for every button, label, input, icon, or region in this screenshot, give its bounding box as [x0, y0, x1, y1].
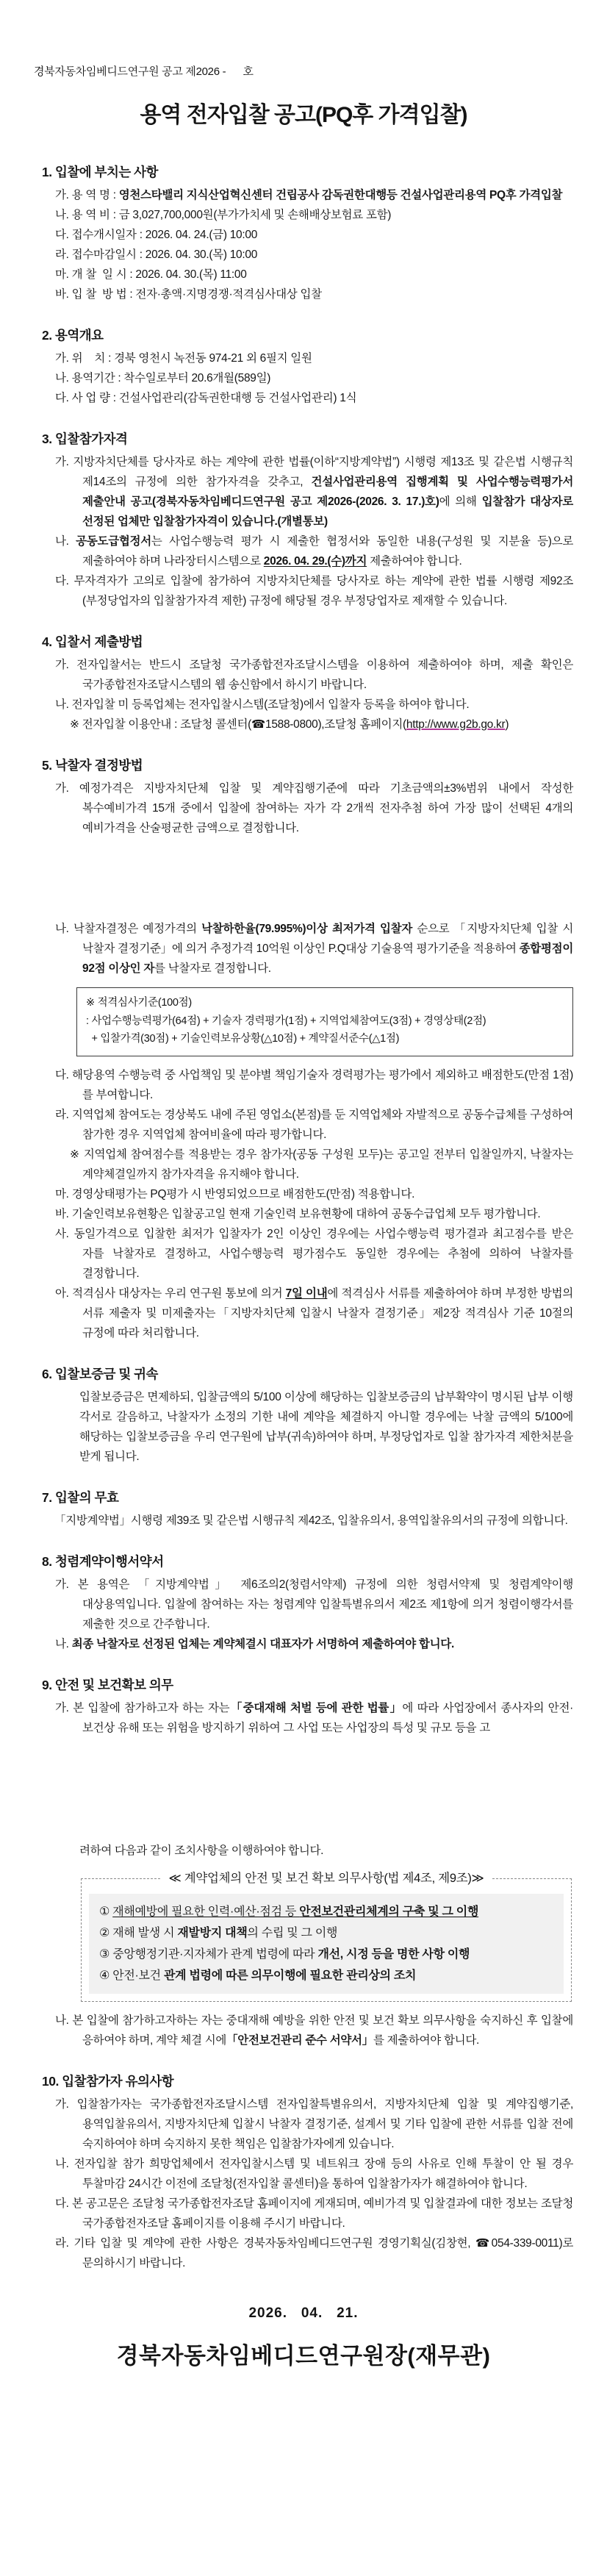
field-open-date: 다. 접수개시일자 : 2026. 04. 24.(금) 10:00	[55, 229, 258, 241]
award-item-da: 다. 해당용역 수행능력 중 사업책임 및 분야별 책임기술자 경력평가는 평가에서 제외하고 배점한도(만점 1점)를 부여합니다.	[55, 1068, 573, 1101]
qualification-item-da: 다. 무자격자가 고의로 입찰에 참가하여 지방자치단체를 당사자로 하는 계약에 관한 법률 시행령 제92조(부정당업자의 입찰참가자격 제한) 규정에 해당될 경우 부정당업자로 제재할 수 있습니다.	[55, 575, 573, 607]
safety-duty-list	[89, 1894, 564, 1994]
submission-note-g2b: ※ 전자입찰 이용안내 : 조달청 콜센터(☎1588-0800),조달청 홈페이지(http://www.g2b.go.kr)	[70, 718, 509, 731]
safety-item-ga-part1: 가. 본 입찰에 참가하고자 하는 자는「중대재해 처벌 등에 관한 법률」에 따라 사업장에서 종사자의 안전·보건상 유해 또는 위험을 방지하기 위하여 그 사업 또는 사업장의 특성 및 규모 등을 고	[55, 1701, 573, 1734]
notice-item-ga: 가. 입찰참가자는 국가종합전자조달시스템 전자입찰특별유의서, 지방자치단체 입찰 및 계약집행기준, 용역입찰유의서, 지방자치단체 입찰시 낙찰자 결정기준, 설계서 및 기타 입찰에 관한 서류를 입찰 전에 숙지하여야 하며 숙지하지 못한 책임은 입찰참가자에게 있습니다.	[55, 2097, 573, 2150]
notice-item-ra: 라. 기타 입찰 및 계약에 관한 사항은 경북자동차임베디드연구원 경영기획실(김창현, ☎054-339-0011)로 문의하시기 바랍니다.	[55, 2236, 573, 2269]
safety-item-ga-part2: 려하여 다음과 같이 조치사항을 이행하여야 합니다.	[79, 1844, 324, 1857]
field-bid-method: 바. 입 찰 방 법 : 전자·총액·지명경쟁·적격심사대상 입찰	[55, 288, 322, 301]
qualification-score-box	[76, 987, 573, 1056]
page-title: 용역 전자입찰 공고(PQ후 가격입찰)	[140, 103, 467, 127]
submission-item-ga: 가. 전자입찰서는 반드시 조달청 국가종합전자조달시스템을 이용하여 제출하여야 하며, 제출 확인은 국가종합전자조달시스템의 웹 송신함에서 하시기 바랍니다.	[55, 659, 573, 691]
section-2-heading: 2. 용역개요	[42, 328, 104, 343]
page-break-gap-1	[34, 838, 573, 919]
submission-item-na: 나. 전자입찰 미 등록업체는 전자입찰시스템(조달청)에서 입찰자 등록을 하여야 합니다.	[55, 698, 470, 711]
safety-duty-item-2: ② 재해 발생 시 재발방지 대책의 수립 및 그 이행	[99, 1926, 338, 1939]
notice-item-na: 나. 전자입찰 참가 희망업체에서 전자입찰시스템 및 네트워크 장애 등의 사유로 인해 투찰이 안 될 경우 투찰마감 24시간 이전에 조달청(전자입찰 콜센터)을 통하여 입찰참가자가 해결하여야 합니다.	[55, 2157, 573, 2190]
field-business-scope: 다. 사 업 량 : 건설사업관리(감독권한대행 등 건설사업관리) 1식	[55, 392, 357, 404]
safety-duty-item-4: ④ 안전·보건 관계 법령에 따른 의무이행에 필요한 관리상의 조치	[99, 1969, 417, 1982]
section-10-heading: 10. 입찰참가자 유의사항	[42, 2073, 174, 2089]
award-item-ba: 바. 기술인력보유현황은 입찰공고일 현재 기술인력 보유현황에 대하여 공동수급업체 모두 평가합니다.	[55, 1207, 541, 1220]
integrity-item-ga: 가. 본 용역은 「지방계약법」 제6조의2(청렴서약제) 규정에 의한 청렴서약제 및 청렴계약이행 대상용역입니다. 입찰에 참여하는 자는 청렴계약 입찰특별유의서 제2조 제1항에 의거 청렴이행각서를 제출한 것으로 간주합니다.	[55, 1578, 573, 1631]
field-service-name: 가. 용 역 명 : 영천스타밸리 지식산업혁신센터 건립공사 감독권한대행등 건설사업관리용역 PQ후 가격입찰	[55, 189, 563, 201]
page-break-gap-2	[34, 1738, 573, 1841]
score-box-line-3: + 입찰가격(30점) + 기술인력보유상황(△10점) + 계약질서준수(△1점)	[86, 1033, 400, 1045]
section-8-heading: 8. 청렴계약이행서약서	[42, 1553, 164, 1569]
bid-bond-body: 입찰보증금은 면제하되, 입찰금액의 5/100 이상에 해당하는 입찰보증금의 납부확약이 명시된 납부 이행 각서로 갈음하고, 낙찰자가 소정의 기한 내에 계약을 체결하지 아니할 경우에는 낙찰 금액의 5/100에 해당하는 입찰보증금을 우리 연구원에 납부(귀속)하여야 하며, 부정당업자로 입찰 참가자격 제한처분을 받게 됩니다.	[79, 1390, 573, 1463]
field-service-period: 나. 용역기간 : 착수일로부터 20.6개월(589일)	[55, 372, 271, 384]
g2b-url-link[interactable]: http://www.g2b.go.kr	[406, 718, 506, 731]
field-close-date: 라. 접수마감일시 : 2026. 04. 30.(목) 10:00	[55, 248, 258, 261]
integrity-item-na: 나. 최종 낙찰자로 선정된 업체는 계약체결시 대표자가 서명하여 제출하여야 합니다.	[55, 1637, 454, 1650]
section-5-heading: 5. 낙찰자 결정방법	[42, 758, 143, 773]
award-item-sa: 사. 동일가격으로 입찰한 최저가 입찰자가 2인 이상인 경우에는 사업수행능력 평가결과 최고점수를 받은 자를 낙찰자로 결정하고, 사업수행능력 평가점수도 동일한 경우에는 추첨에 의하여 낙찰자를 결정합니다.	[55, 1227, 573, 1280]
score-box-line-1: ※ 적격심사기준(100점)	[86, 997, 192, 1009]
section-9-heading: 9. 안전 및 보건확보 의무	[42, 1677, 173, 1692]
safety-duty-item-1: ① 재해예방에 필요한 인력·예산·점검 등 안전보건관리체계의 구축 및 그 이행	[99, 1905, 479, 1918]
field-opening-date: 마. 개 찰 일 시 : 2026. 04. 30.(목) 11:00	[55, 268, 247, 281]
announcement-date: 2026. 04. 21.	[248, 2305, 359, 2321]
award-item-ma: 마. 경영상태평가는 PQ평가 시 반영되었으므로 배점한도(만점) 적용합니다.	[55, 1187, 415, 1201]
award-item-na: 나. 낙찰자결정은 예정가격의 낙찰하한율(79.995%)이상 최저가격 입찰자 순으로 「지방자치단체 입찰 시 낙찰자 결정기준」에 의거 추정가격 10억원 이상인 P.Q대상 기술용역 평가기준을 적용하여 종합평점이 92점 이상인 자를 낙찰자로 결정합니다.	[55, 923, 573, 975]
safety-duty-box	[81, 1871, 572, 2002]
notice-item-da: 다. 본 공고문은 조달청 국가종합전자조달 홈페이지에 게재되며, 예비가격 및 입찰결과에 대한 정보는 조달청 국가종합전자조달 홈페이지를 이용해 주시기 바랍니다.	[55, 2197, 573, 2230]
issuer-signature: 경북자동차임베디드연구원장(재무관)	[116, 2342, 491, 2369]
section-4-heading: 4. 입찰서 제출방법	[42, 634, 143, 649]
qualification-item-na: 나. 공동도급협정서는 사업수행능력 평가 시 제출한 협정서와 동일한 내용(구성원 및 지분율 등)으로 제출하여야 하며 나라장터시스템으로 2026. 04. 29.(수)까지 제출하여야 합니다.	[55, 535, 574, 568]
document-number: 경북자동차임베디드연구원 공고 제2026 - 호	[34, 65, 254, 78]
award-item-ga: 가. 예정가격은 지방자치단체 입찰 및 계약집행기준에 따라 기초금액의±3%범위 내에서 작성한 복수예비가격 15개 중에서 입찰에 참여하는 자가 각 2개씩 전자추첨 하여 가장 많이 선택된 4개의 예비가격을 산술평균한 금액으로 결정합니다.	[55, 782, 573, 834]
safety-duty-item-3: ③ 중앙행정기관·지자체가 관계 법령에 따라 개선, 시정 등을 명한 사항 이행	[99, 1947, 470, 1961]
score-box-line-2: : 사업수행능력평가(64점) + 기술자 경력평가(1점) + 지역업체참여도(3점) + 경영상태(2점)	[86, 1015, 486, 1027]
invalid-bid-body: 「지방계약법」시행령 제39조 및 같은법 시행규칙 제42조, 입찰유의서, 용역입찰유의서의 규정에 의합니다.	[54, 1514, 568, 1527]
award-note-local: ※ 지역업체 참여점수를 적용받는 경우 참가자(공동 구성원 모두)는 공고일 전부터 입찰일까지, 낙찰자는 계약체결일까지 참가자격을 유지해야 합니다.	[70, 1148, 573, 1181]
qualification-item-ga: 가. 지방자치단체를 당사자로 하는 계약에 관한 법률(이하“지방계약법”) 시행령 제13조 및 같은법 시행규칙 제14조의 규정에 의한 참가자격을 갖추고, 건설사업관리용역 집행계획 및 사업수행능력평가서 제출안내 공고(경북자동차임베디드연구원 공고 제2026-(2026. 3. 17.)호)에 의해 입찰참가 대상자로 선정된 업체만 입찰참가자격이 있습니다.(개별통보)	[55, 456, 574, 528]
section-7-heading: 7. 입찰의 무효	[42, 1489, 119, 1505]
field-location: 가. 위 치 : 경북 영천시 녹전동 974-21 외 6필지 일원	[55, 352, 312, 365]
award-item-ah: 아. 적격심사 대상자는 우리 연구원 통보에 의거 7일 이내에 적격심사 서류를 제출하여야 하며 부정한 방법의 서류 제출자 및 미제출자는「지방자치단체 입찰시 낙찰자 결정기준」제2장 적격심사 기준 10절의 규정에 따라 처리합니다.	[55, 1287, 573, 1339]
award-item-ra: 라. 지역업체 참여도는 경상북도 내에 주된 영업소(본점)를 둔 지역업체와 자발적으로 공동수급체를 구성하여 참가한 경우 지역업체 참여비율에 따라 평가합니다.	[55, 1108, 573, 1141]
field-service-cost: 나. 용 역 비 : 금 3,027,700,000원(부가가치세 및 손해배상보험료 포함)	[55, 209, 392, 221]
safety-duty-box-title: ≪ 계약업체의 안전 및 보건 확보 의무사항(법 제4조, 제9조)≫	[161, 1870, 491, 1888]
section-1-heading: 1. 입찰에 부치는 사항	[42, 165, 158, 179]
section-6-heading: 6. 입찰보증금 및 귀속	[42, 1366, 158, 1381]
safety-item-na: 나. 본 입찰에 참가하고자하는 자는 중대재해 예방을 위한 안전 및 보건 확보 의무사항을 숙지하신 후 입찰에 응하여야 하며, 계약 체결 시에「안전보건관리 준수 서약서」를 제출하여야 합니다.	[55, 2014, 573, 2047]
section-3-heading: 3. 입찰참가자격	[42, 432, 128, 446]
